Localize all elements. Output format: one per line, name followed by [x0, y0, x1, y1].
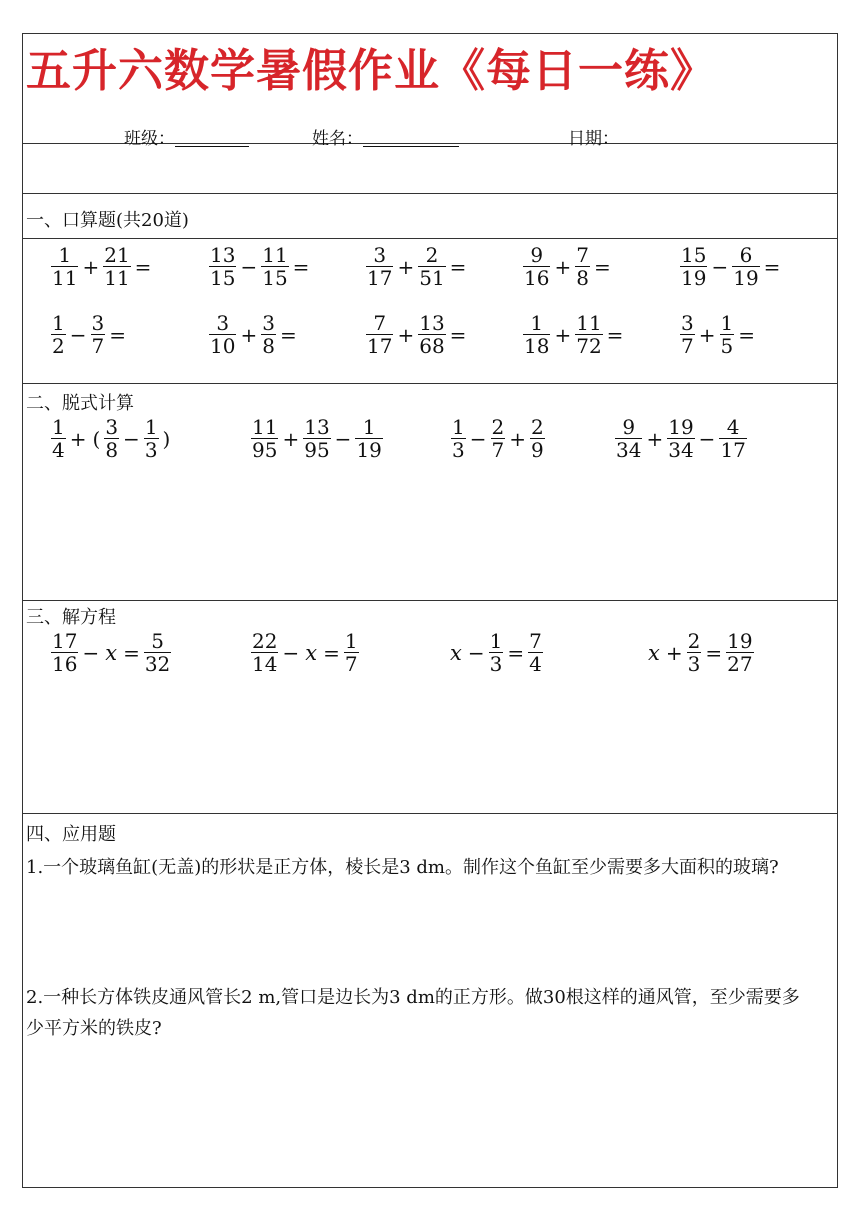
- info-row: [23, 144, 837, 194]
- mental-problem: [208, 244, 312, 289]
- equals-sign: =: [134, 254, 152, 279]
- operator: +: [698, 322, 716, 347]
- mental-problem: [522, 312, 626, 357]
- denominator: 95: [304, 438, 330, 462]
- denominator: 3: [452, 438, 465, 462]
- variable-x: x: [450, 640, 462, 665]
- denominator: 32: [144, 652, 171, 676]
- denominator: 72: [576, 334, 602, 358]
- operator: +: [282, 426, 300, 451]
- equals-sign: =: [109, 322, 126, 347]
- equals-sign: =: [738, 322, 755, 347]
- numerator: 3: [91, 311, 105, 335]
- variable-x: x: [648, 640, 660, 665]
- numerator: 3: [262, 311, 275, 335]
- equation-problem: [645, 630, 755, 675]
- stepwise-problem: [250, 416, 384, 461]
- denominator: 3: [144, 438, 158, 462]
- denominator: 11: [52, 266, 78, 290]
- numerator: 19: [727, 629, 753, 653]
- application-question-2: 2.一种长方体铁皮通风管长2 m,管口是边长为3 dm的正方形。做30根这样的通风管，至少需要多少平方米的铁皮?: [26, 987, 800, 1039]
- fraction: [720, 312, 735, 357]
- numerator: 3: [216, 311, 230, 335]
- fraction: [144, 630, 171, 675]
- denominator: 34: [668, 438, 694, 462]
- class-label: 班级：: [124, 129, 175, 149]
- class-blank[interactable]: [175, 128, 249, 147]
- numerator: 1: [344, 629, 358, 653]
- denominator: 14: [252, 652, 278, 676]
- equals-sign: =: [507, 640, 525, 665]
- denominator: 10: [210, 334, 236, 358]
- fraction: [575, 312, 602, 357]
- equals-sign: =: [449, 254, 467, 279]
- equals-sign: =: [323, 640, 340, 665]
- denominator: 19: [681, 266, 707, 290]
- equals-sign: =: [292, 254, 310, 279]
- fraction: [528, 630, 543, 675]
- denominator: 3: [489, 652, 503, 676]
- operator: +: [665, 640, 683, 665]
- numerator: 2: [687, 629, 701, 653]
- denominator: 9: [531, 438, 544, 462]
- denominator: 18: [524, 334, 550, 358]
- numerator: 15: [681, 243, 707, 267]
- numerator: 6: [739, 243, 753, 267]
- class-field[interactable]: [124, 124, 249, 149]
- operator: −: [698, 426, 716, 451]
- mental-problem: [208, 312, 300, 357]
- denominator: 51: [419, 266, 445, 290]
- numerator: 1: [144, 415, 158, 439]
- equation-problem: [50, 630, 172, 675]
- numerator: 9: [622, 415, 636, 439]
- paren-close: ): [162, 426, 171, 451]
- mental-problem: [50, 312, 129, 357]
- denominator: 4: [529, 652, 542, 676]
- numerator: 4: [726, 415, 740, 439]
- numerator: 11: [252, 415, 278, 439]
- fraction: [91, 312, 106, 357]
- application-question-1: 1.一个玻璃鱼缸(无盖)的形状是正方体，棱长是3 dm。制作这个鱼缸至少需要多大面积的玻璃?: [26, 857, 779, 878]
- operator: +: [509, 426, 526, 451]
- fraction: [344, 630, 359, 675]
- fraction: [523, 244, 550, 289]
- fraction: [366, 312, 393, 357]
- fraction: [680, 312, 695, 357]
- variable-x: x: [105, 640, 118, 665]
- fraction: [366, 244, 393, 289]
- fraction: [103, 244, 130, 289]
- mental-problem: [679, 312, 758, 357]
- equation-problem: [250, 630, 360, 675]
- denominator: 17: [720, 438, 746, 462]
- fraction: [303, 416, 330, 461]
- fraction: [51, 244, 78, 289]
- denominator: 19: [733, 266, 759, 290]
- fraction: [615, 416, 642, 461]
- numerator: 3: [373, 243, 387, 267]
- fraction: [355, 416, 382, 461]
- denominator: 7: [681, 334, 694, 358]
- operator: −: [711, 254, 729, 279]
- numerator: 13: [419, 311, 445, 335]
- stepwise-heading: 二、脱式计算: [26, 393, 134, 414]
- date-label: 日期：: [568, 129, 619, 149]
- name-blank[interactable]: [363, 128, 459, 147]
- denominator: 15: [210, 266, 236, 290]
- numerator: 1: [362, 415, 376, 439]
- numerator: 17: [52, 629, 78, 653]
- numerator: 13: [304, 415, 330, 439]
- denominator: 15: [262, 266, 288, 290]
- numerator: 3: [681, 311, 694, 335]
- operator: −: [282, 640, 300, 665]
- mental-heading: 一、口算题(共20道): [26, 210, 189, 231]
- numerator: 1: [452, 415, 465, 439]
- numerator: 3: [105, 415, 119, 439]
- variable-x: x: [305, 640, 318, 665]
- numerator: 1: [720, 311, 734, 335]
- denominator: 7: [344, 652, 358, 676]
- operator: +: [554, 322, 572, 347]
- fraction: [51, 312, 66, 357]
- operator: +: [69, 426, 87, 451]
- numerator: 19: [668, 415, 694, 439]
- denominator: 95: [252, 438, 278, 462]
- denominator: 11: [104, 266, 130, 290]
- fraction: [726, 630, 753, 675]
- fraction: [687, 630, 702, 675]
- equals-sign: =: [279, 322, 297, 347]
- denominator: 8: [105, 438, 119, 462]
- numerator: 22: [252, 629, 278, 653]
- equation-problem: [447, 630, 544, 675]
- numerator: 1: [52, 415, 65, 439]
- fraction: [418, 244, 445, 289]
- equals-sign: =: [123, 640, 140, 665]
- denominator: 16: [52, 652, 78, 676]
- numerator: 2: [491, 415, 505, 439]
- operator: +: [82, 254, 100, 279]
- denominator: 34: [616, 438, 642, 462]
- numerator: 11: [576, 311, 602, 335]
- operator: −: [469, 426, 487, 451]
- fraction: [489, 630, 504, 675]
- numerator: 2: [531, 415, 544, 439]
- operator: +: [554, 254, 572, 279]
- operator: −: [69, 322, 87, 347]
- fraction: [104, 416, 119, 461]
- denominator: 8: [576, 266, 589, 290]
- fraction: [209, 244, 236, 289]
- numerator: 7: [576, 243, 589, 267]
- denominator: 27: [727, 652, 753, 676]
- stepwise-problem: [614, 416, 748, 461]
- fraction: [251, 416, 278, 461]
- fraction: [667, 416, 694, 461]
- numerator: 9: [530, 243, 544, 267]
- operator: +: [397, 254, 415, 279]
- stepwise-problem: [450, 416, 546, 461]
- equals-sign: =: [449, 322, 467, 347]
- numerator: 7: [529, 629, 542, 653]
- operator: +: [397, 322, 415, 347]
- denominator: 7: [491, 438, 505, 462]
- fraction: [530, 416, 545, 461]
- numerator: 1: [52, 311, 65, 335]
- numerator: 1: [489, 629, 503, 653]
- fraction: [51, 416, 66, 461]
- denominator: 7: [91, 334, 105, 358]
- name-field[interactable]: [312, 124, 459, 149]
- numerator: 11: [262, 243, 288, 267]
- mental-problem: [365, 312, 469, 357]
- equals-sign: =: [606, 322, 624, 347]
- numerator: 2: [425, 243, 439, 267]
- stepwise-problem: [50, 416, 173, 461]
- denominator: 17: [367, 266, 393, 290]
- fraction: [680, 244, 707, 289]
- operator: −: [123, 426, 140, 451]
- mental-problem: [679, 244, 783, 289]
- fraction: [732, 244, 759, 289]
- fraction: [251, 630, 278, 675]
- denominator: 8: [262, 334, 275, 358]
- numerator: 21: [104, 243, 130, 267]
- fraction: [51, 630, 78, 675]
- numerator: 1: [58, 243, 72, 267]
- date-field[interactable]: [568, 124, 619, 149]
- equals-sign: =: [763, 254, 781, 279]
- operator: +: [240, 322, 258, 347]
- fraction: [209, 312, 236, 357]
- numerator: 7: [373, 311, 387, 335]
- numerator: 13: [210, 243, 236, 267]
- operator: −: [82, 640, 100, 665]
- operator: −: [467, 640, 485, 665]
- fraction: [261, 312, 276, 357]
- equals-sign: =: [705, 640, 723, 665]
- page-title: 五升六数学暑假作业《每日一练》: [26, 44, 717, 97]
- denominator: 17: [367, 334, 393, 358]
- paren-open: (: [92, 426, 101, 451]
- denominator: 5: [720, 334, 734, 358]
- fraction: [491, 416, 506, 461]
- operator: −: [240, 254, 258, 279]
- mental-problem: [50, 244, 154, 289]
- denominator: 19: [356, 438, 382, 462]
- denominator: 2: [52, 334, 65, 358]
- name-label: 姓名：: [312, 129, 363, 149]
- fraction: [719, 416, 746, 461]
- numerator: 5: [151, 629, 164, 653]
- fraction: [418, 312, 445, 357]
- denominator: 68: [419, 334, 445, 358]
- fraction: [523, 312, 550, 357]
- numerator: 1: [530, 311, 544, 335]
- equals-sign: =: [593, 254, 611, 279]
- mental-problem: [365, 244, 469, 289]
- fraction: [144, 416, 159, 461]
- operator: −: [334, 426, 352, 451]
- denominator: 3: [687, 652, 701, 676]
- mental-problem: [522, 244, 614, 289]
- equations-heading: 三、解方程: [26, 607, 116, 628]
- fraction: [261, 244, 288, 289]
- denominator: 16: [524, 266, 550, 290]
- denominator: 4: [52, 438, 65, 462]
- application-heading: 四、应用题: [26, 824, 116, 845]
- fraction: [451, 416, 466, 461]
- fraction: [575, 244, 590, 289]
- operator: +: [646, 426, 664, 451]
